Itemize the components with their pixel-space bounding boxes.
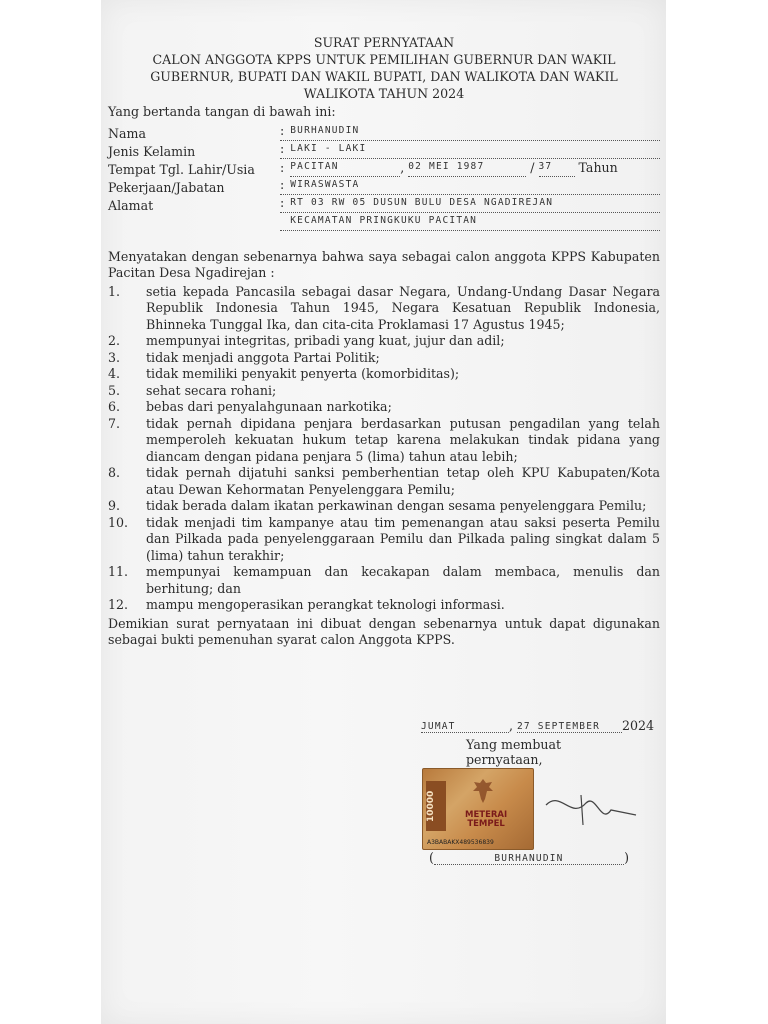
document-paper	[101, 0, 666, 1024]
requirement-text: tidak berada dalam ikatan perkawinan dengan sesama penyelenggara Pemilu;	[146, 498, 647, 513]
identity-table	[108, 125, 660, 233]
heading-line-4: WALIKOTA TAHUN 2024	[303, 86, 465, 101]
closing-text: Demikian surat pernyataan ini dibuat dengan sebenarnya untuk dapat digunakan sebagai bukti pemenuhan syarat calon Anggota KPPS.	[108, 615, 660, 647]
requirement-item	[108, 465, 660, 498]
identity-row-addr-2	[108, 215, 660, 233]
addr-field-2	[280, 213, 660, 231]
signer-name: BURHANUDIN	[434, 853, 624, 865]
made-by-label: Yang membuat	[466, 737, 562, 752]
requirement-item	[108, 284, 660, 334]
requirement-number: 10.	[108, 514, 129, 530]
requirement-item	[108, 333, 660, 350]
signature-date-value: 27 SEPTEMBER	[517, 721, 622, 733]
stamp-value: 10000	[426, 781, 446, 831]
requirement-text: tidak memiliki penyakit penyerta (komorbiditas);	[146, 366, 460, 381]
requirement-number: 5.	[108, 382, 121, 398]
requirement-text: sehat secara rohani;	[146, 382, 277, 398]
requirement-item	[108, 383, 660, 400]
addr-field-1: : RT 03 RW 05 DUSUN BULU DESA NGADIREJAN	[280, 195, 660, 213]
identity-row-nama	[108, 125, 660, 143]
addr-value-2: KECAMATAN PRINGKUKU PACITAN	[290, 215, 478, 226]
requirement-text: mempunyai kemampuan dan kecakapan dalam membaca, menulis dan berhitung; dan	[146, 564, 660, 596]
garuda-emblem-icon	[471, 777, 495, 805]
document-content	[108, 34, 660, 649]
stamp-label-2: TEMPEL	[467, 819, 505, 829]
document-heading	[108, 34, 660, 102]
heading-line-3: GUBERNUR, BUPATI DAN WAKIL BUPATI, DAN WALIKOTA DAN WAKIL	[150, 69, 618, 84]
requirement-number: 1.	[108, 283, 121, 299]
requirement-number: 2.	[108, 333, 121, 348]
heading-line-2: CALON ANGGOTA KPPS UNTUK PEMILIHAN GUBERNUR DAN WAKIL	[152, 52, 616, 67]
nama-field: : BURHANUDIN	[280, 123, 660, 141]
job-field: : WIRASWASTA	[280, 177, 660, 195]
requirements-list	[108, 284, 660, 614]
signer-name-line	[429, 850, 629, 865]
requirement-number: 12.	[108, 597, 129, 612]
requirement-number: 9.	[108, 498, 121, 513]
ttl-label: Tempat Tgl. Lahir/Usia	[108, 162, 255, 177]
identity-row-jk	[108, 143, 660, 161]
paren-open: (	[429, 850, 434, 865]
requirement-text: tidak pernah dijatuhi sanksi pemberhentian tetap oleh KPU Kabupaten/Kota atau Dewan Kehormatan Penyelenggara Pemilu;	[146, 465, 660, 497]
heading-title: SURAT PERNYATAAN	[313, 35, 455, 50]
requirement-item	[108, 399, 660, 416]
ttl-date: 02 MEI 1987	[408, 159, 526, 177]
stamp-label-1: METERAI	[465, 810, 508, 820]
requirement-item	[108, 498, 660, 515]
job-value: WIRASWASTA	[290, 179, 360, 190]
requirement-item	[108, 564, 660, 597]
addr-value-1: RT 03 RW 05 DUSUN BULU DESA NGADIREJAN	[290, 197, 554, 208]
identity-row-ttl	[108, 161, 660, 179]
signature-year: 2024	[622, 718, 655, 733]
requirement-item	[108, 515, 660, 565]
stamp-label	[465, 811, 507, 829]
jk-value: LAKI - LAKI	[290, 143, 367, 154]
requirement-item	[108, 366, 660, 383]
stamp-code: A3BABAKX489536839	[427, 839, 494, 846]
jk-field: : LAKI - LAKI	[280, 141, 660, 159]
requirement-number: 8.	[108, 465, 121, 480]
signature-date: JUMAT , 27 SEPTEMBER 2024	[421, 718, 655, 733]
requirement-number: 7.	[108, 415, 121, 431]
requirement-text: setia kepada Pancasila sebagai dasar Negara, Undang-Undang Dasar Negara Republik Indonesia Tahun 1945, Negara Kesatuan Republik Indonesia, Bhinneka Tunggal Ika, dan cita-cita Proklamasi 17 Agustus 1945;	[146, 283, 660, 332]
requirement-text: tidak menjadi anggota Partai Politik;	[146, 349, 380, 365]
requirement-item	[108, 416, 660, 466]
requirement-item	[108, 350, 660, 367]
requirement-number: 6.	[108, 399, 121, 414]
requirement-number: 3.	[108, 349, 121, 365]
ttl-age: 37	[539, 159, 575, 177]
job-label: Pekerjaan/Jabatan	[108, 180, 225, 195]
ttl-field: : PACITAN , 02 MEI 1987 / 37 Tahun	[280, 160, 618, 175]
requirement-number: 4.	[108, 366, 121, 381]
addr-label: Alamat	[108, 198, 154, 213]
ttl-unit: Tahun	[578, 160, 618, 175]
requirement-number: 11.	[108, 564, 129, 579]
identity-row-job	[108, 179, 660, 197]
requirement-text: mempunyai integritas, pribadi yang kuat, jujur dan adil;	[146, 333, 505, 348]
requirement-text: tidak pernah dipidana penjara berdasarkan putusan pengadilan yang telah memperoleh kekuatan hukum tetap karena melakukan tindak pidana yang diancam dengan pidana penjara 5 (lima) tahun atau lebih;	[146, 415, 660, 464]
requirement-text: bebas dari penyalahgunaan narkotika;	[146, 399, 392, 414]
ttl-place: PACITAN	[290, 159, 400, 177]
requirement-text: mampu mengoperasikan perangkat teknologi informasi.	[146, 597, 505, 612]
jk-label: Jenis Kelamin	[108, 144, 196, 159]
statement-text: Menyatakan dengan sebenarnya bahwa saya sebagai calon anggota KPPS Kabupaten Pacitan Desa Ngadirejan :	[108, 248, 660, 280]
requirement-item	[108, 597, 660, 614]
identity-row-addr	[108, 197, 660, 215]
requirement-text: tidak menjadi tim kampanye atau tim pemenangan atau saksi peserta Pemilu dan Pilkada pada penyelenggaraan Pemilu dan Pilkada paling singkat dalam 5 (lima) tahun terakhir;	[146, 514, 660, 563]
meterai-stamp	[422, 768, 534, 850]
nama-label: Nama	[108, 126, 146, 141]
handwritten-signature	[541, 785, 641, 835]
made-by-label-2: pernyataan,	[466, 752, 543, 767]
paren-close: )	[624, 850, 629, 865]
nama-value: BURHANUDIN	[290, 125, 360, 136]
signature-day: JUMAT	[421, 721, 509, 733]
intro-text: Yang bertanda tangan di bawah ini:	[108, 104, 336, 119]
